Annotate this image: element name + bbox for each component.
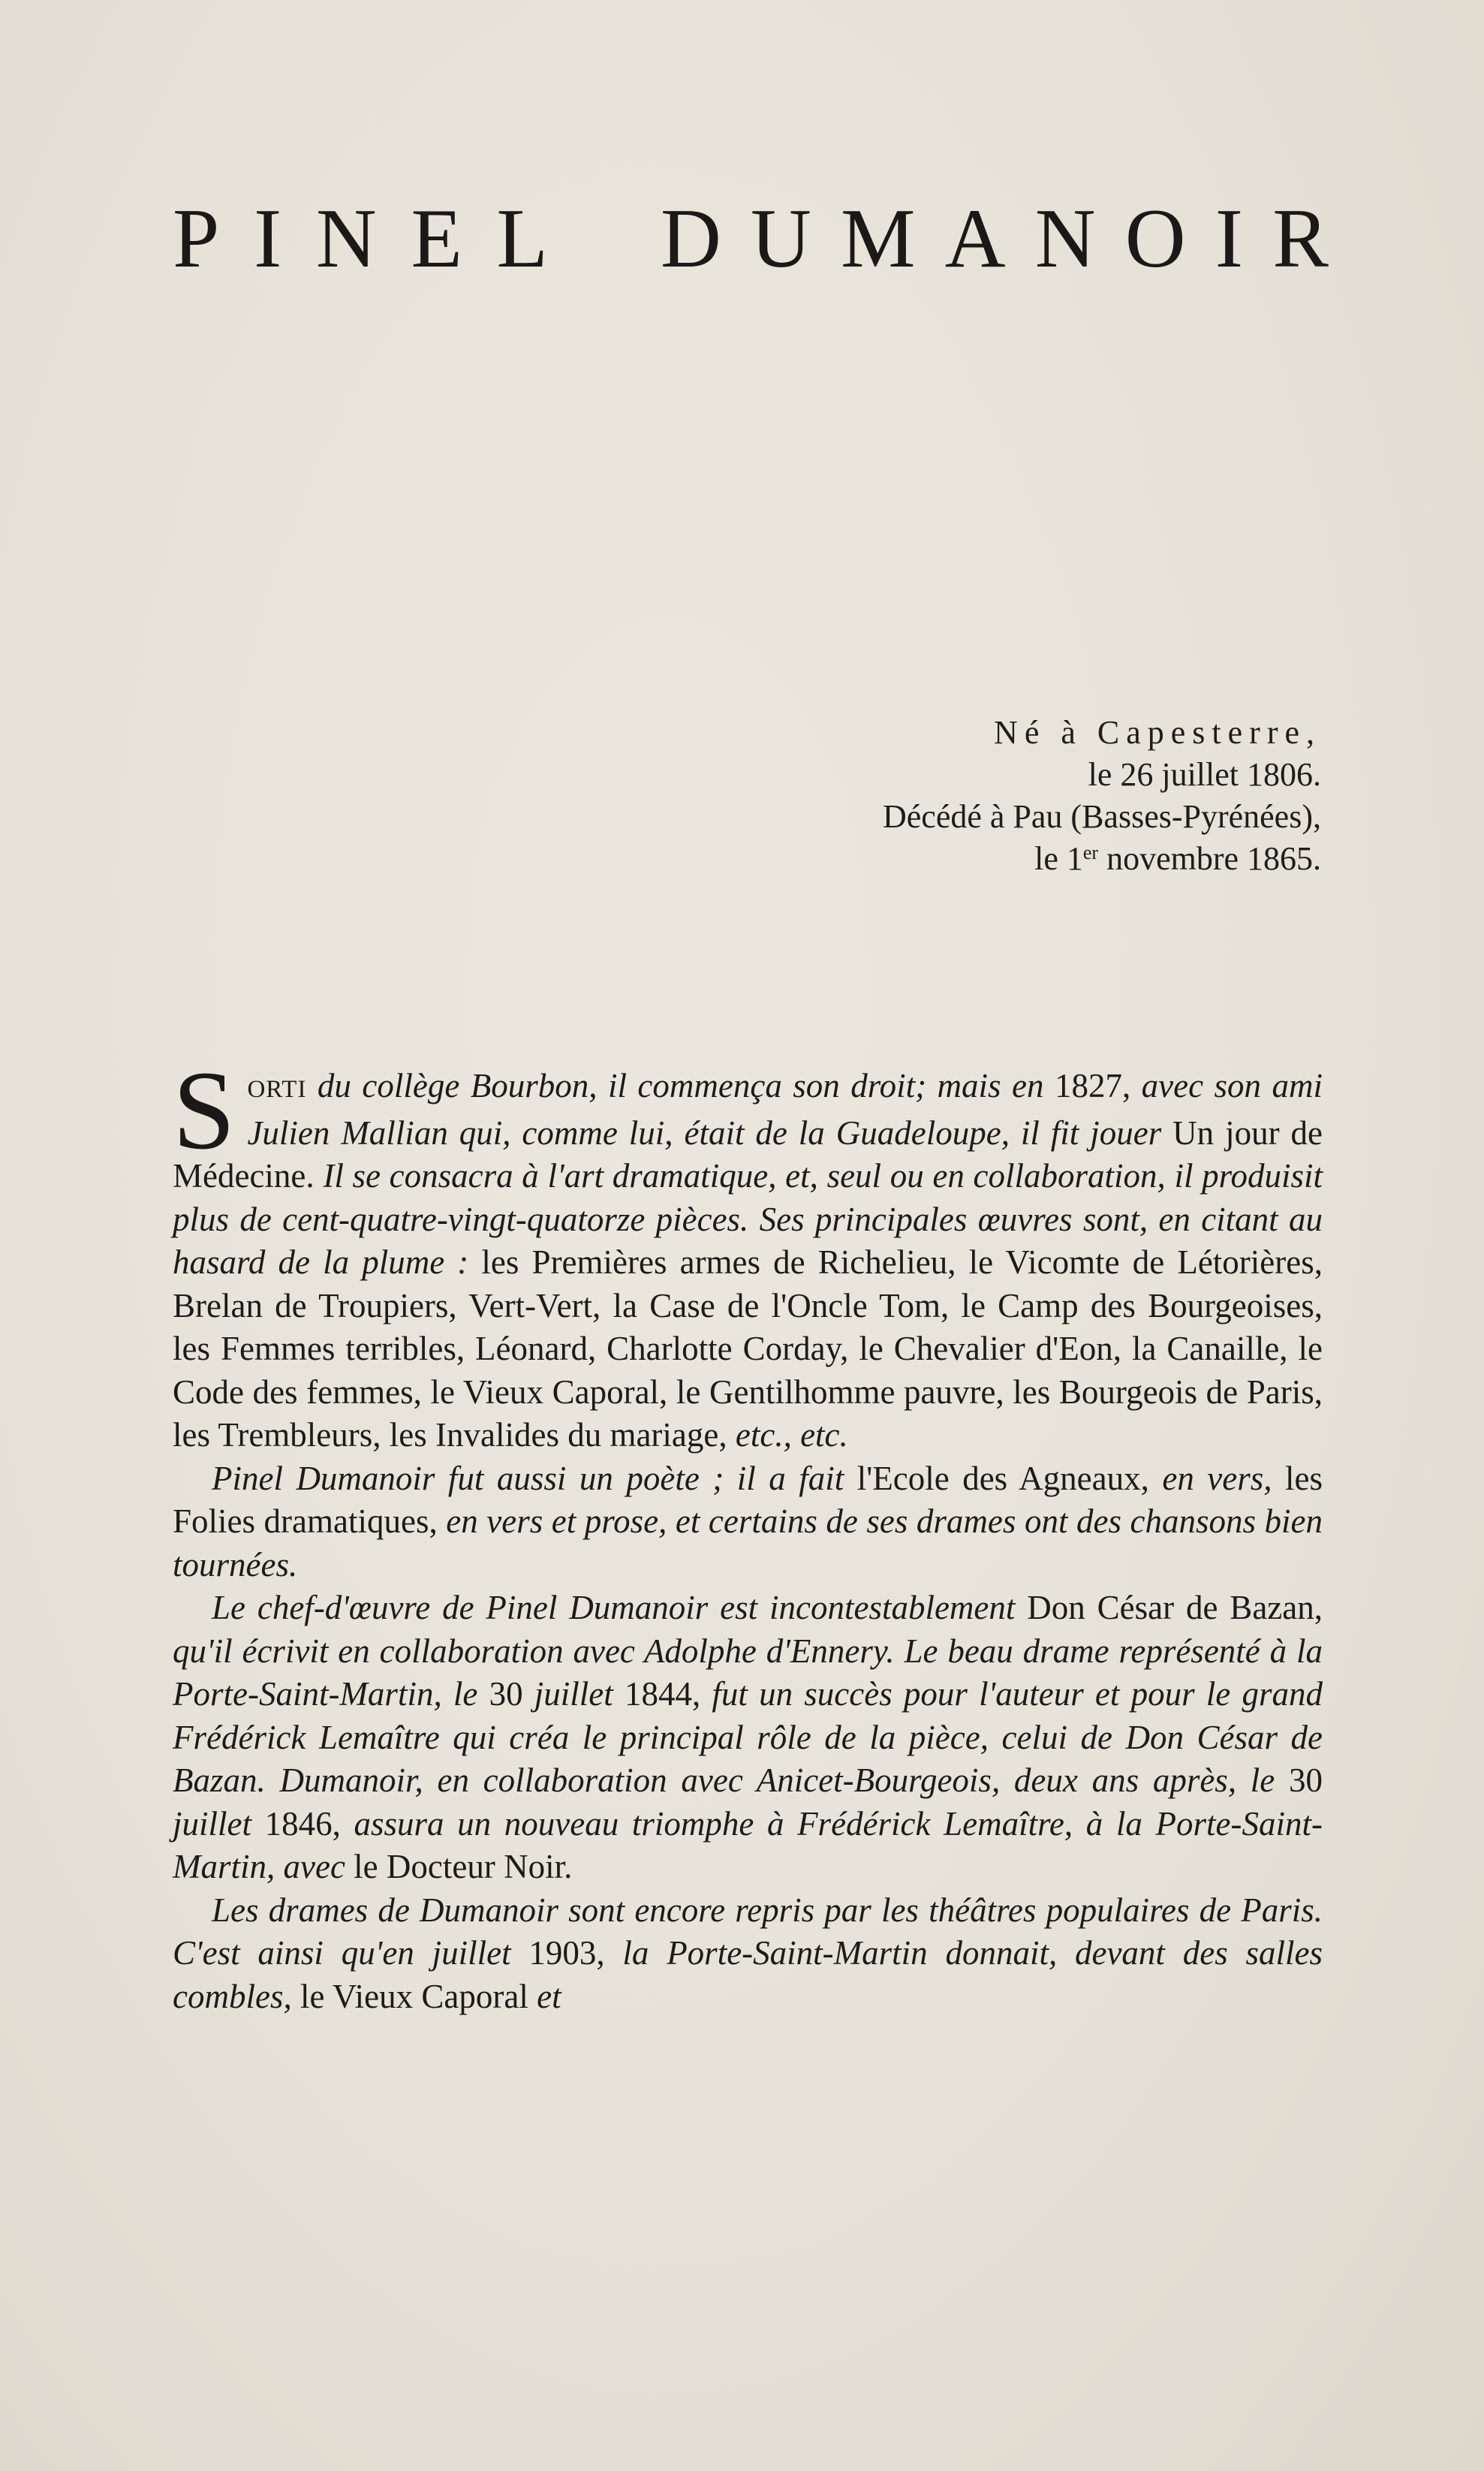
- title-letter: M: [841, 192, 916, 285]
- biographical-dates: [751, 712, 1321, 880]
- title-letter: I: [1215, 192, 1244, 285]
- title-letter: L: [496, 192, 548, 285]
- death-place-line: Décédé à Pau (Basses-Pyrénées),: [883, 798, 1321, 835]
- title-word-pinel: [173, 192, 548, 285]
- title-letter: U: [751, 192, 811, 285]
- birthplace-line: Né à Capesterre,: [994, 714, 1321, 751]
- title-letter: N: [1034, 192, 1096, 285]
- paragraph-2: Pinel Dumanoir fut aussi un poète ; il a fait l'Ecole des Agneaux, en vers, les Folies dramatiques, en vers et prose, et certains de ses drames ont des chansons bien tournées.: [173, 1459, 1323, 1584]
- page-title: [173, 192, 1329, 285]
- title-letter: I: [253, 192, 282, 285]
- paragraph-1: SORTI du collège Bourbon, il commença son droit; mais en 1827, avec son ami Julien Mallian qui, comme lui, était de la Guadeloupe, il fit jouer Un jour de Médecine. Il se consacra à l'art dramatique, et, seul ou en collaboration, il produisit plus de cent-quatre-vingt-quatorze pièces. Ses principales œuvres sont, en citant au hasard de la plume : les Premières armes de Richelieu, le Vicomte de Létorières, Brelan de Troupiers, Vert-Vert, la Case de l'Oncle Tom, le Camp des Bourgeoises, les Femmes terribles, Léonard, Charlotte Corday, le Chevalier d'Eon, la Canaille, le Code des femmes, le Vieux Caporal, le Gentilhomme pauvre, les Bourgeois de Paris, les Trembleurs, les Invalides du mariage, etc., etc.: [173, 1048, 1323, 1454]
- paragraph-4: Les drames de Dumanoir sont encore repris par les théâtres populaires de Paris. C'est ainsi qu'en juillet 1903, la Porte-Saint-Martin donnait, devant des salles combles, le Vieux Caporal et: [173, 1891, 1323, 2015]
- death-date-line: le 1er novembre 1865.: [1034, 840, 1321, 877]
- title-letter: R: [1272, 192, 1329, 285]
- title-letter: N: [315, 192, 377, 285]
- birth-date-line: le 26 juillet 1806.: [1088, 756, 1321, 793]
- paragraph-3: Le chef-d'œuvre de Pinel Dumanoir est incontestablement Don César de Bazan, qu'il écrivit en collaboration avec Adolphe d'Ennery. Le beau drame représenté à la Porte-Saint-Martin, le 30 juillet 1844, fut un succès pour l'auteur et pour le grand Frédérick Lemaître qui créa le principal rôle de la pièce, celui de Don César de Bazan. Dumanoir, en collaboration avec Anicet-Bourgeois, deux ans après, le 30 juillet 1846, assura un nouveau triomphe à Frédérick Lemaître, à la Porte-Saint-Martin, avec le Docteur Noir.: [173, 1589, 1323, 1885]
- title-letter: P: [173, 192, 220, 285]
- drop-cap: S: [173, 1048, 236, 1173]
- title-letter: O: [1124, 192, 1186, 285]
- title-letter: E: [411, 192, 462, 285]
- title-letter: A: [944, 192, 1006, 285]
- title-word-dumanoir: [661, 192, 1329, 285]
- title-letter: D: [661, 192, 721, 285]
- article-body: [173, 1048, 1323, 2018]
